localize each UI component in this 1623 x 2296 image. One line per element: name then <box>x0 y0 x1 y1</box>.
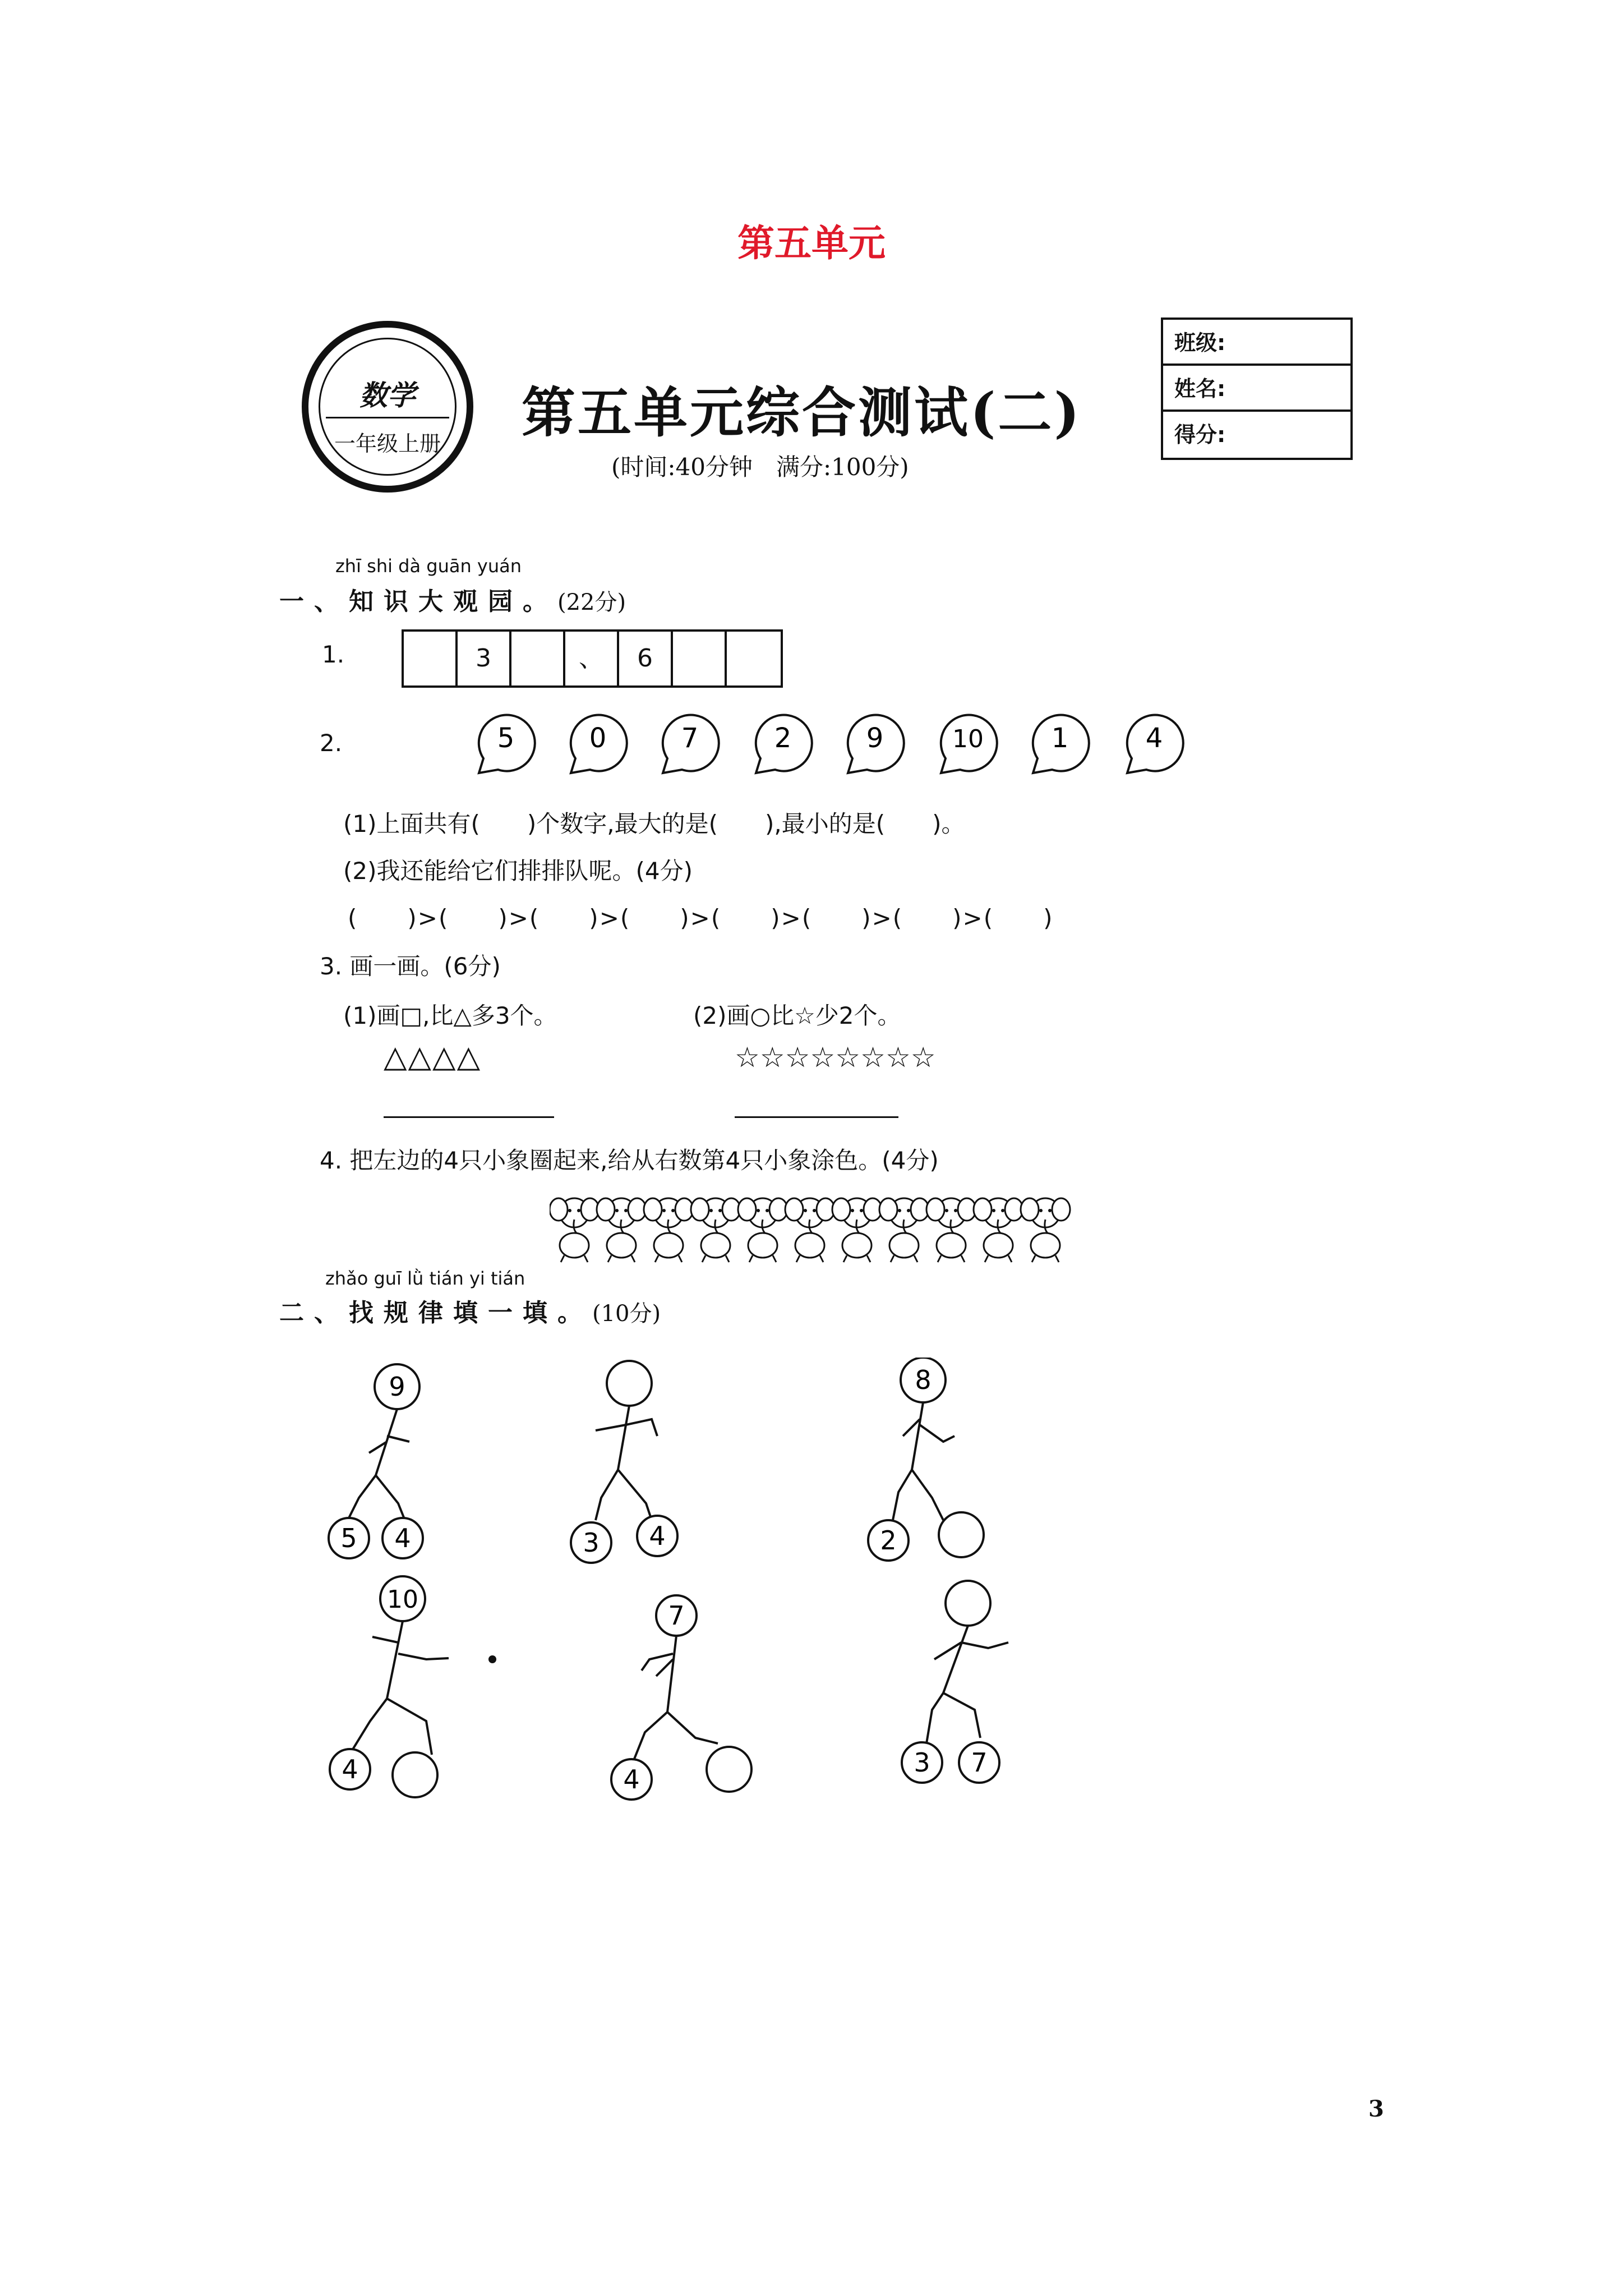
stick-figure-row-1 <box>314 1358 1110 1604</box>
q3-prompt: 3. 画一画。(6分) <box>320 953 501 980</box>
q2-part2: (2)我还能给它们排排队呢。(4分) <box>343 857 693 885</box>
section1-pinyin: zhī shi dà guān yuán <box>335 555 522 577</box>
figure-left-number: 3 <box>914 1747 930 1778</box>
section2-score: (10分) <box>592 1301 661 1327</box>
q2-order-blanks[interactable]: ( )>( )>( )>( )>( )>( )>( )>( ) <box>348 904 1054 932</box>
speech-bubble <box>941 715 997 773</box>
baby-elephants <box>550 1185 1077 1269</box>
bubble-number: 0 <box>589 723 607 754</box>
seal-grade: 一年级上册 <box>334 431 441 456</box>
speech-bubble <box>663 715 719 773</box>
seal-divider <box>326 417 449 418</box>
q3-part1: (1)画□,比△多3个。 <box>343 1002 557 1029</box>
elephant-icon <box>832 1198 882 1262</box>
seal-subject: 数学 <box>359 379 416 412</box>
elephant-icon <box>550 1198 599 1262</box>
q2-number: 2. <box>320 729 343 757</box>
unit-heading: 第五单元 <box>737 222 886 265</box>
elephant-icon <box>1021 1198 1070 1262</box>
bubble-number: 7 <box>681 723 699 754</box>
sequence-box: 3 <box>458 632 511 685</box>
figure-right-number: 7 <box>971 1747 988 1778</box>
student-info-box <box>1161 318 1353 460</box>
speech-bubble <box>1033 715 1089 773</box>
test-title: 第五单元综合测试(二) <box>522 381 1082 444</box>
bubble-number: 9 <box>866 723 884 754</box>
elephant-icon <box>644 1198 693 1262</box>
stick-figure <box>611 1595 751 1800</box>
figure-head-number: 7 <box>668 1600 685 1631</box>
star-row: ☆☆☆☆☆☆☆☆ <box>735 1041 936 1074</box>
sequence-box[interactable] <box>727 632 781 685</box>
elephant-icon <box>597 1198 646 1262</box>
speech-bubble <box>1127 715 1183 773</box>
elephant-icon <box>926 1198 976 1262</box>
speech-bubble <box>848 715 904 773</box>
elephant-icon <box>738 1198 787 1262</box>
subject-seal <box>302 321 473 493</box>
sequence-box[interactable] <box>404 632 458 685</box>
score-field[interactable]: 得分: <box>1174 422 1226 447</box>
answer-line-squares[interactable] <box>384 1116 554 1118</box>
figure-left-number: 2 <box>880 1525 897 1556</box>
stick-figure-row-2 <box>314 1575 1110 1828</box>
elephant-icon <box>879 1198 929 1262</box>
figure-right-number: 4 <box>649 1521 666 1551</box>
stick-figure <box>902 1581 1008 1783</box>
figure-left-number: 4 <box>623 1764 640 1795</box>
bubble-number: 10 <box>952 725 984 753</box>
figure-head-number: 10 <box>387 1585 418 1614</box>
section2-title: 二、找规律填一填。 <box>279 1299 592 1327</box>
bubble-number: 1 <box>1051 723 1069 754</box>
figure-left-number: 3 <box>583 1527 600 1558</box>
figure-head-number: 9 <box>389 1372 405 1402</box>
q2-part1: (1)上面共有( )个数字,最大的是( ),最小的是( )。 <box>343 810 965 838</box>
stick-figure <box>868 1358 984 1561</box>
page-number: 3 <box>1368 2096 1384 2122</box>
figure-right-number: 4 <box>394 1523 411 1553</box>
elephant-icon <box>974 1198 1023 1262</box>
speech-bubble <box>479 715 535 773</box>
section1-score: (22分) <box>557 590 626 615</box>
q4-prompt: 4. 把左边的4只小象圈起来,给从右数第4只小象涂色。(4分) <box>320 1147 939 1174</box>
section2-heading <box>279 1292 661 1328</box>
section2-pinyin: zhǎo guī lǜ tián yi tián <box>325 1268 525 1289</box>
triangle-row: △△△△ <box>384 1039 482 1074</box>
q1-number: 1. <box>322 641 345 668</box>
figure-head-number: 8 <box>915 1365 932 1395</box>
class-field[interactable]: 班级: <box>1163 320 1350 366</box>
stick-figure <box>329 1364 423 1558</box>
figure-left-number: 5 <box>340 1523 357 1553</box>
figure-left-number: 4 <box>342 1754 358 1784</box>
sequence-boxes <box>402 629 783 688</box>
sequence-box[interactable] <box>673 632 727 685</box>
stick-figure <box>571 1361 677 1563</box>
sequence-box: 6 <box>619 632 673 685</box>
bubble-number: 4 <box>1145 723 1163 754</box>
section1-heading <box>279 581 626 617</box>
answer-line-circles[interactable] <box>735 1116 898 1118</box>
name-field[interactable]: 姓名: <box>1163 366 1350 412</box>
bubble-number: 2 <box>774 723 792 754</box>
q3-part2: (2)画○比☆少2个。 <box>693 1002 901 1029</box>
elephant-icon <box>785 1198 834 1262</box>
number-bubbles <box>471 707 1211 791</box>
elephant-icon <box>691 1198 740 1262</box>
section1-title: 一、知识大观园。 <box>279 587 557 616</box>
test-info: (时间:40分钟 满分:100分) <box>611 453 909 481</box>
bubble-number: 5 <box>497 723 515 754</box>
sequence-box: 、 <box>565 632 619 685</box>
seal-inner-ring <box>319 338 457 476</box>
sequence-box[interactable] <box>511 632 565 685</box>
stick-figure <box>330 1576 449 1797</box>
ink-dot <box>488 1655 496 1663</box>
speech-bubble <box>756 715 812 773</box>
speech-bubble <box>571 715 627 773</box>
